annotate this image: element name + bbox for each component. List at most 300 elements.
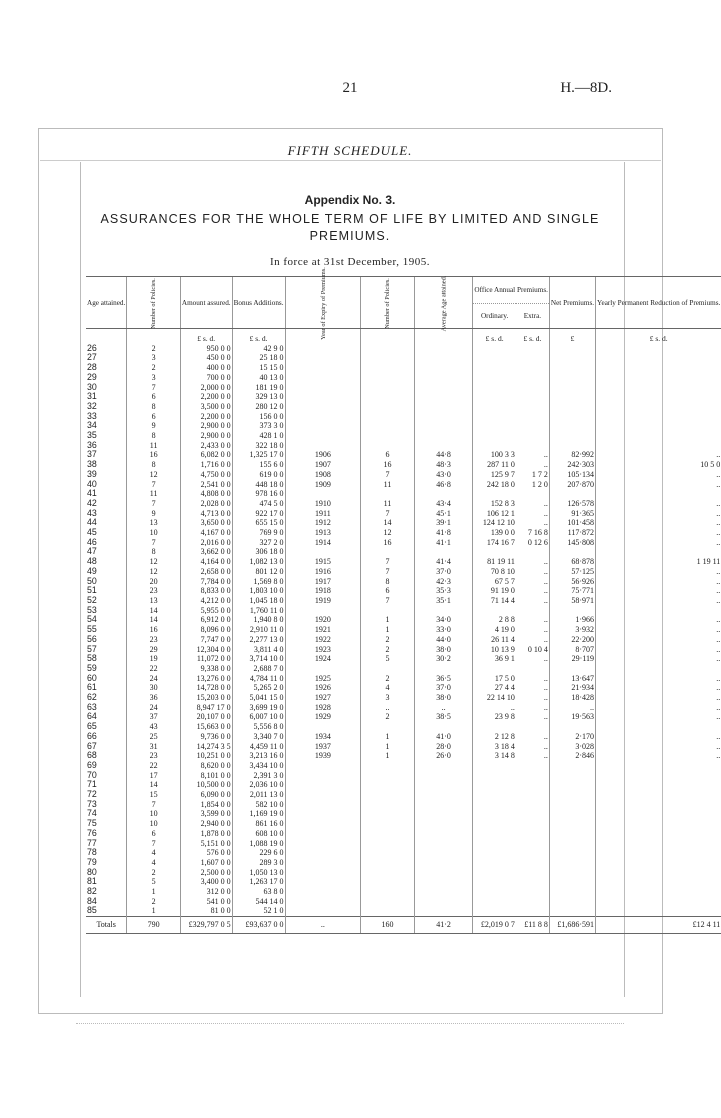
table-row [86, 761, 721, 771]
table-cell [516, 344, 550, 354]
table-cell [473, 780, 516, 790]
table-cell: 1907 [285, 460, 361, 470]
table-cell [285, 441, 361, 451]
table-cell [473, 771, 516, 781]
table-cell [516, 809, 550, 819]
table-cell: 1910 [285, 499, 361, 509]
table-cell [596, 790, 721, 800]
table-cell: 2 [361, 645, 415, 655]
table-cell [596, 761, 721, 771]
table-cell: 70 8 10 [473, 567, 516, 577]
table-cell: 41·4 [414, 557, 473, 567]
table-row [86, 897, 721, 907]
table-cell: 139 0 0 [473, 528, 516, 538]
table-cell [361, 790, 415, 800]
unit-row [86, 329, 721, 344]
table-cell: 6,912 0 0 [180, 615, 232, 625]
table-cell: 10 [127, 819, 181, 829]
table-cell [285, 819, 361, 829]
table-cell: 4,713 0 0 [180, 509, 232, 519]
table-cell: 43 [127, 722, 181, 732]
table-cell: 1906 [285, 450, 361, 460]
table-cell [414, 722, 473, 732]
table-cell: 2 [361, 674, 415, 684]
table-row [86, 906, 721, 916]
table-cell: 9,736 0 0 [180, 732, 232, 742]
table-cell: 5,041 15 0 [232, 693, 285, 703]
table-cell: 1,878 0 0 [180, 829, 232, 839]
table-cell: 48·3 [414, 460, 473, 470]
table-cell [549, 441, 595, 451]
table-cell: 1924 [285, 654, 361, 664]
table-cell: 43·4 [414, 499, 473, 509]
table-cell [549, 868, 595, 878]
table-row [86, 664, 721, 674]
table-cell: 41·0 [414, 732, 473, 742]
table-cell: .. [596, 480, 721, 490]
table-cell: 78 [87, 847, 97, 858]
table-cell [361, 606, 415, 616]
table-cell [516, 606, 550, 616]
table-cell [596, 800, 721, 810]
table-cell: 327 2 0 [232, 538, 285, 548]
table-cell: 1 7 2 [531, 469, 548, 479]
table-cell: 16 [361, 538, 415, 548]
table-row [86, 645, 721, 655]
table-cell [516, 829, 550, 839]
table-cell: 7 [361, 596, 415, 606]
table-cell [361, 829, 415, 839]
table-row [86, 402, 721, 412]
table-cell: 582 10 0 [232, 800, 285, 810]
table-cell [473, 887, 516, 897]
table-cell: 2,000 0 0 [180, 383, 232, 393]
table-cell [516, 887, 550, 897]
table-cell [361, 771, 415, 781]
table-cell [361, 877, 415, 887]
table-cell: 23 [127, 586, 181, 596]
table-cell: .. [543, 634, 548, 644]
table-cell: 37·0 [414, 683, 473, 693]
table-cell [516, 547, 550, 557]
table-cell: 17 5 0 [473, 674, 516, 684]
table-cell: 8,620 0 0 [180, 761, 232, 771]
table-cell [549, 344, 595, 354]
table-cell: .. [596, 693, 721, 703]
table-cell: 655 15 0 [232, 518, 285, 528]
table-cell: 3 18 4 [473, 742, 516, 752]
table-cell: 60 [87, 672, 97, 683]
table-cell [516, 761, 550, 771]
table-cell: 15 15 0 [232, 363, 285, 373]
table-cell: 1,940 8 0 [232, 615, 285, 625]
table-cell: 280 12 0 [232, 402, 285, 412]
table-cell: 18·428 [549, 693, 595, 703]
table-row [86, 470, 721, 480]
table-cell [516, 771, 550, 781]
table-cell: 56·926 [549, 577, 595, 587]
table-cell: 1,716 0 0 [180, 460, 232, 470]
table-cell: 81 [87, 876, 97, 887]
table-cell [596, 819, 721, 829]
table-cell: 7 [127, 499, 181, 509]
table-cell: 1 [361, 751, 415, 761]
table-cell: 1914 [285, 538, 361, 548]
table-cell: 5,151 0 0 [180, 839, 232, 849]
table-cell: 3,662 0 0 [180, 547, 232, 557]
table-cell: 80 [87, 866, 97, 877]
table-cell: 36 [127, 693, 181, 703]
table-cell: 4 [127, 858, 181, 868]
totals-reduction: £12 4 11 [596, 917, 721, 934]
table-cell: 27 [87, 352, 97, 363]
table-cell: 1921 [285, 625, 361, 635]
table-row [86, 557, 721, 567]
table-cell: 3 14 8 [473, 751, 516, 761]
table-cell [596, 606, 721, 616]
table-cell: 2,940 0 0 [180, 819, 232, 829]
table-cell [549, 877, 595, 887]
table-cell: 7,747 0 0 [180, 635, 232, 645]
table-cell: 1,045 18 0 [232, 596, 285, 606]
table-cell: 12 [127, 470, 181, 480]
table-cell: 30 [87, 381, 97, 392]
table-cell: 1934 [285, 732, 361, 742]
table-cell: 3,599 0 0 [180, 809, 232, 819]
header-row [86, 277, 721, 304]
table-cell: 21·934 [549, 683, 595, 693]
table-cell: .. [543, 654, 548, 664]
table-cell [473, 819, 516, 829]
table-cell: 3,340 7 0 [232, 732, 285, 742]
table-cell [549, 906, 595, 916]
table-cell: 1919 [285, 596, 361, 606]
table-cell: 156 0 0 [232, 412, 285, 422]
table-cell: 5 [361, 654, 415, 664]
col-office-premiums: Office Annual Premiums. [473, 277, 550, 304]
table-cell: 8,101 0 0 [180, 771, 232, 781]
table-cell: 117·872 [549, 528, 595, 538]
table-cell: 8 [127, 460, 181, 470]
table-cell: .. [596, 635, 721, 645]
table-cell: 30 [127, 683, 181, 693]
table-row [86, 683, 721, 693]
table-cell: 20,107 0 0 [180, 712, 232, 722]
table-cell: 4 [127, 848, 181, 858]
table-cell: 10 5 0 [596, 460, 721, 470]
table-cell [596, 363, 721, 373]
table-cell [596, 664, 721, 674]
table-cell: 801 12 0 [232, 567, 285, 577]
table-cell [516, 839, 550, 849]
table-cell [473, 412, 516, 422]
table-cell: 57 [87, 643, 97, 654]
table-cell: .. [543, 731, 548, 741]
table-cell: 322 18 0 [232, 441, 285, 451]
table-cell: 37 [87, 449, 97, 460]
unit-ordinary: £ s. d. [473, 329, 516, 344]
table-cell: 49 [87, 565, 97, 576]
footer-rule [76, 1023, 624, 1024]
table-cell: 13·647 [549, 674, 595, 684]
table-cell [549, 809, 595, 819]
table-cell [516, 800, 550, 810]
table-cell [473, 421, 516, 431]
table-cell: 2,200 0 0 [180, 392, 232, 402]
table-cell: 2 [127, 868, 181, 878]
table-cell: 22 14 10 [473, 693, 516, 703]
table-cell: 2 8 8 [473, 615, 516, 625]
table-cell [516, 431, 550, 441]
table-cell: 37 [127, 712, 181, 722]
table-cell: 75 [87, 818, 97, 829]
table-row [86, 528, 721, 538]
table-cell [285, 664, 361, 674]
table-cell: 6,090 0 0 [180, 790, 232, 800]
table-row [86, 577, 721, 587]
table-cell [516, 383, 550, 393]
table-cell: 312 0 0 [180, 887, 232, 897]
table-row [86, 829, 721, 839]
table-cell: 85 [87, 905, 97, 916]
table-cell: 22 [127, 761, 181, 771]
table-cell [549, 664, 595, 674]
table-cell: 2·170 [549, 732, 595, 742]
table-cell: 2 [127, 363, 181, 373]
table-cell: 229 6 0 [232, 848, 285, 858]
table-cell: 373 3 0 [232, 421, 285, 431]
table-cell: 1,854 0 0 [180, 800, 232, 810]
table-cell: 7 [361, 567, 415, 577]
table-cell: 242·303 [549, 460, 595, 470]
table-cell: 51 [87, 585, 97, 596]
table-cell: 71 14 4 [473, 596, 516, 606]
table-cell: 8·707 [549, 645, 595, 655]
table-cell [596, 373, 721, 383]
table-row [86, 392, 721, 402]
table-row [86, 509, 721, 519]
table-cell: 35 [87, 430, 97, 441]
table-cell [285, 906, 361, 916]
table-cell: .. [596, 615, 721, 625]
table-cell: 7 [127, 538, 181, 548]
table-cell: 9 [127, 421, 181, 431]
assurances-table [86, 266, 721, 934]
table-cell: 2,011 13 0 [232, 790, 285, 800]
table-cell: 10 [127, 809, 181, 819]
table-cell [473, 606, 516, 616]
table-cell: 1915 [285, 557, 361, 567]
table-cell [285, 392, 361, 402]
table-cell: 4 [361, 683, 415, 693]
totals-extra: £11 8 8 [516, 917, 550, 934]
table-cell: 43 [87, 507, 97, 518]
table-cell: 58·971 [549, 596, 595, 606]
table-cell [549, 392, 595, 402]
schedule-title: FIFTH SCHEDULE. [287, 143, 413, 158]
table-cell [473, 897, 516, 907]
table-cell: 25 [127, 732, 181, 742]
table-cell [414, 353, 473, 363]
table-cell [549, 431, 595, 441]
table-cell [516, 848, 550, 858]
table-cell: 8,096 0 0 [180, 625, 232, 635]
table-cell [414, 829, 473, 839]
table-cell: 91 19 0 [473, 586, 516, 596]
table-cell: 152 8 3 [473, 499, 516, 509]
table-cell: 16 [127, 625, 181, 635]
table-row [86, 635, 721, 645]
table-cell [549, 800, 595, 810]
table-cell [473, 829, 516, 839]
table-cell: 400 0 0 [180, 363, 232, 373]
table-cell [285, 790, 361, 800]
table-cell [596, 897, 721, 907]
table-cell: 11 [361, 480, 415, 490]
table-cell: 861 16 0 [232, 819, 285, 829]
table-cell [361, 421, 415, 431]
table-cell [285, 363, 361, 373]
table-cell [414, 809, 473, 819]
table-cell [285, 761, 361, 771]
table-cell [285, 402, 361, 412]
table-cell: .. [596, 586, 721, 596]
table-cell: 7 [361, 557, 415, 567]
table-cell: 22 [127, 664, 181, 674]
table-cell: 2,036 10 0 [232, 780, 285, 790]
table-cell: 33 [87, 410, 97, 421]
table-cell: 1918 [285, 586, 361, 596]
table-cell: 2,910 11 0 [232, 625, 285, 635]
table-cell: 81 0 0 [180, 906, 232, 916]
table-cell [361, 761, 415, 771]
table-cell: 16 [361, 460, 415, 470]
table-cell: 63 8 0 [232, 887, 285, 897]
col-age: Age attained. [86, 277, 127, 329]
table-cell: 23 9 8 [473, 712, 516, 722]
table-cell: 1 [127, 906, 181, 916]
table-cell [516, 489, 550, 499]
table-cell: .. [414, 703, 473, 713]
table-cell: 46·8 [414, 480, 473, 490]
table-cell: 71 [87, 779, 97, 790]
table-cell: .. [543, 702, 548, 712]
table-cell: .. [596, 645, 721, 655]
table-cell [549, 412, 595, 422]
table-cell: 13,276 0 0 [180, 674, 232, 684]
table-cell: 1912 [285, 518, 361, 528]
appendix-title: Appendix No. 3. [304, 193, 396, 207]
table-cell: 68 [87, 750, 97, 761]
table-cell: 1926 [285, 683, 361, 693]
table-cell: 25 18 0 [232, 353, 285, 363]
table-cell [473, 383, 516, 393]
table-cell: 16 [127, 450, 181, 460]
table-cell: 8 [361, 577, 415, 587]
table-cell: 2,277 13 0 [232, 635, 285, 645]
table-cell [596, 722, 721, 732]
table-cell: .. [596, 732, 721, 742]
table-cell: 105·134 [549, 470, 595, 480]
table-cell: 24 [127, 703, 181, 713]
table-row [86, 547, 721, 557]
table-cell: 474 5 0 [232, 499, 285, 509]
table-cell: 1,169 19 0 [232, 809, 285, 819]
table-cell: 5,265 2 0 [232, 683, 285, 693]
table-cell: 8 [127, 431, 181, 441]
table-cell: 1929 [285, 712, 361, 722]
table-cell [549, 819, 595, 829]
table-cell: 35·3 [414, 586, 473, 596]
table-cell: 242 18 0 [473, 480, 516, 490]
table-cell [596, 402, 721, 412]
table-row [86, 518, 721, 528]
table-cell: 1913 [285, 528, 361, 538]
page-number: 21 [342, 80, 358, 96]
table-cell: 15,663 0 0 [180, 722, 232, 732]
table-cell: 106 12 1 [473, 509, 516, 519]
table-cell: 3 [361, 693, 415, 703]
table-cell: 17 [127, 771, 181, 781]
table-cell: 65 [87, 721, 97, 732]
table-cell [596, 344, 721, 354]
table-cell: 4,164 0 0 [180, 557, 232, 567]
table-cell [473, 431, 516, 441]
table-cell [473, 761, 516, 771]
table-cell [285, 771, 361, 781]
table-cell: 1,325 17 0 [232, 450, 285, 460]
table-cell [516, 412, 550, 422]
table-cell: 6 [361, 450, 415, 460]
table-cell: 91·365 [549, 509, 595, 519]
table-cell: .. [543, 460, 548, 470]
table-cell [596, 412, 721, 422]
table-row [86, 809, 721, 819]
table-cell: 26·0 [414, 751, 473, 761]
table-cell: 41·1 [414, 538, 473, 548]
table-row [86, 412, 721, 422]
table-row [86, 780, 721, 790]
table-cell [549, 887, 595, 897]
table-row [86, 538, 721, 548]
table-cell: .. [543, 566, 548, 576]
table-cell: 39 [87, 468, 97, 479]
table-cell [414, 606, 473, 616]
table-cell [596, 383, 721, 393]
table-cell: 174 16 7 [473, 538, 516, 548]
table-cell [549, 383, 595, 393]
table-cell [473, 373, 516, 383]
table-cell: 41 [87, 488, 97, 499]
table-cell: 42 [87, 497, 97, 508]
totals-bonus: £93,637 0 0 [232, 917, 285, 934]
table-cell: 7 16 8 [527, 528, 548, 538]
table-cell [516, 780, 550, 790]
unit-reduction: £ s. d. [596, 329, 721, 344]
table-cell: 2,658 0 0 [180, 567, 232, 577]
table-cell: .. [596, 518, 721, 528]
table-cell: 14 [127, 606, 181, 616]
table-cell [549, 606, 595, 616]
table-cell [285, 722, 361, 732]
table-cell: 700 0 0 [180, 373, 232, 383]
table-cell: .. [543, 693, 548, 703]
table-cell: 7,784 0 0 [180, 577, 232, 587]
table-cell: 72 [87, 789, 97, 800]
table-cell: 48 [87, 556, 97, 567]
table-cell: 11 [361, 499, 415, 509]
table-cell [361, 664, 415, 674]
